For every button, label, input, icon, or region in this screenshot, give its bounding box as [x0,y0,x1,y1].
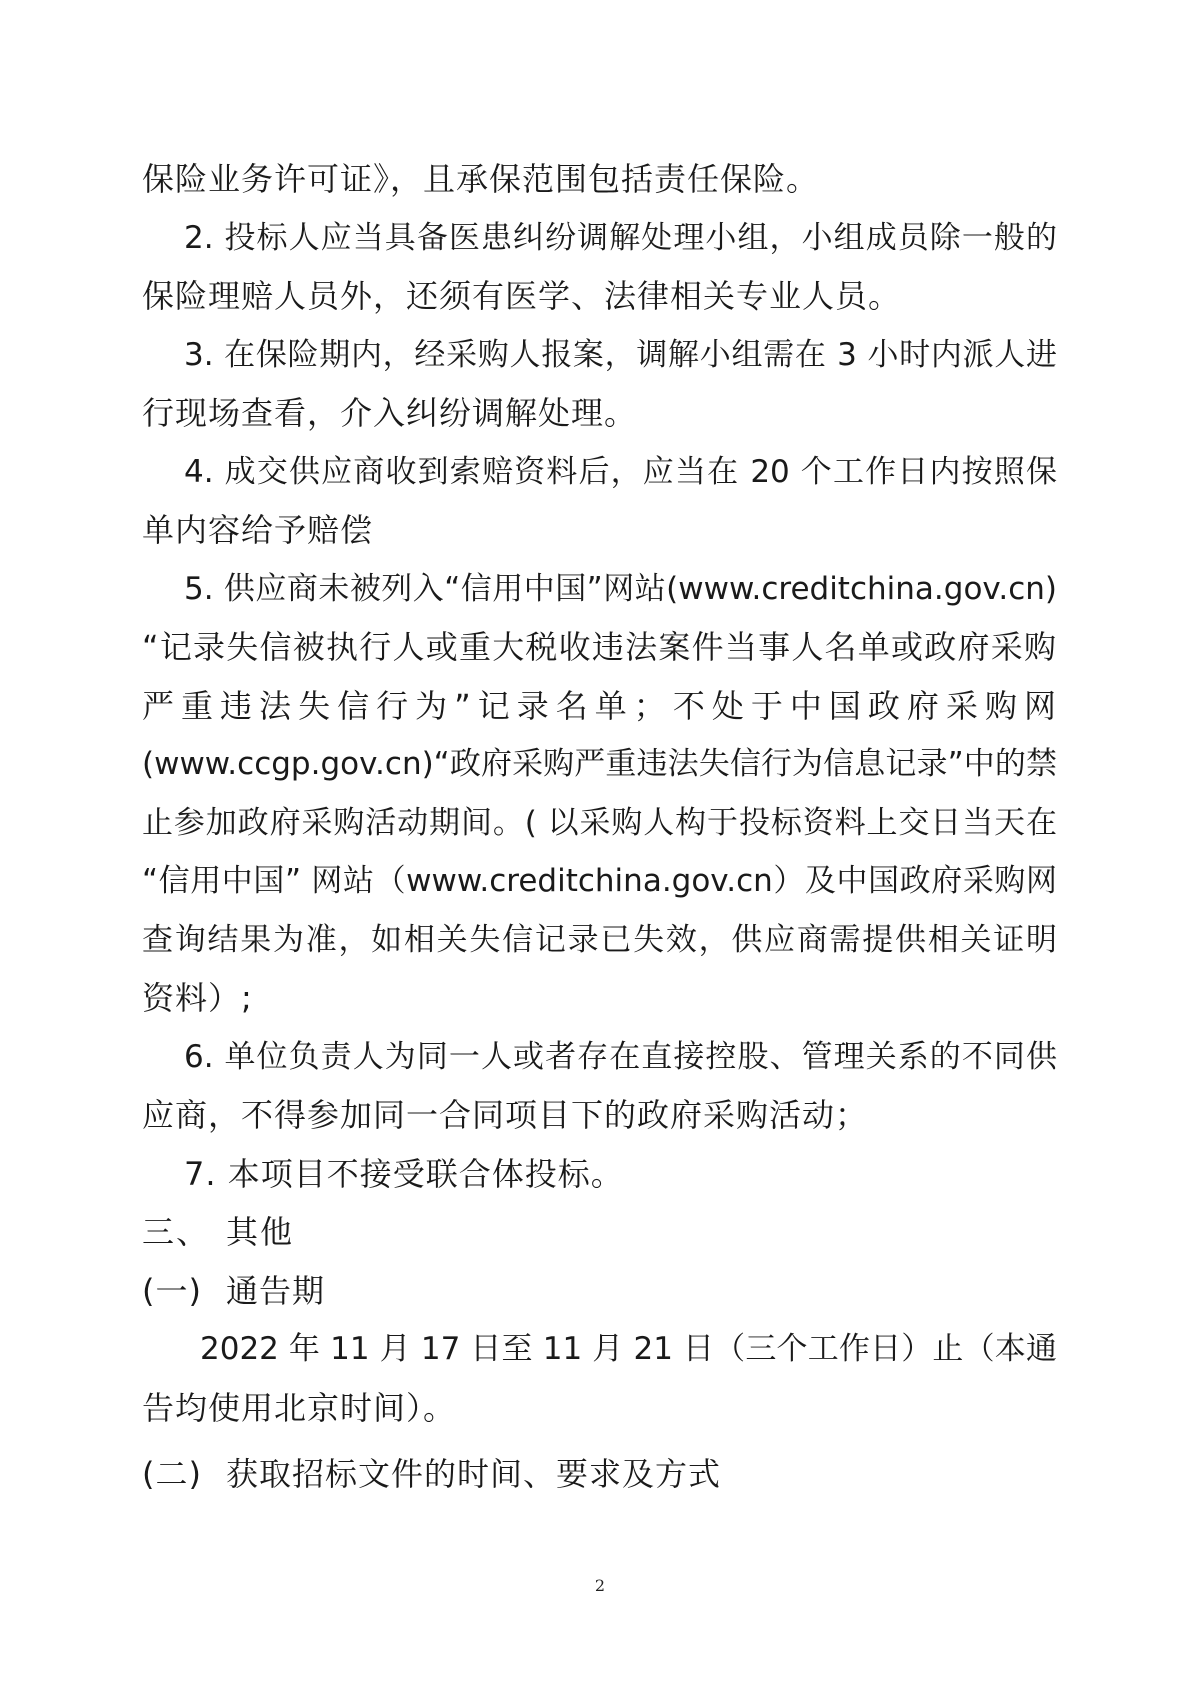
text-line: 行现场查看，介入纠纷调解处理。 [142,394,638,432]
subsection-title: 通告期 [226,1271,326,1310]
subsection-number: (一) [142,1271,202,1310]
list-item-7: 7. 本项目不接受联合体投标。 [184,1154,624,1193]
notice-period-text: 2022 年 11 月 17 日至 11 月 21 日（三个工作日）止（本通 [200,1331,1057,1367]
text-line: 止参加政府采购活动期间。( 以采购人构于投标资料上交日当天在 [142,804,1057,841]
list-item-5: 5. 供应商未被列入“信用中国”网站(www.creditchina.gov.cn) [184,570,1057,607]
document-body [142,150,1057,1504]
subsection-heading-one [142,1262,1057,1321]
list-item-6: 6. 单位负责人为同一人或者存在直接控股、管理关系的不同供 [184,1038,1057,1075]
page-number: 2 [594,1576,606,1595]
list-item-4: 4. 成交供应商收到索赔资料后，应当在 20 个工作日内按照保 [184,453,1057,490]
spacer [142,1437,1057,1445]
text-line: “记录失信被执行人或重大税收违法案件当事人名单或政府采购 [142,628,1057,666]
section-title: 其他 [226,1213,295,1251]
text-line: “信用中国” 网站（www.creditchina.gov.cn）及中国政府采购网 [142,863,1057,899]
text-line: 严重违法失信行为”记录名单；不处于中国政府采购网 [142,686,1057,725]
section-heading-three [142,1203,1057,1262]
list-item-3: 3. 在保险期内，经采购人报案，调解小组需在 3 小时内派人进 [184,336,1057,373]
text-line: (www.ccgp.gov.cn)“政府采购严重违法失信行为信息记录”中的禁 [142,746,1057,782]
subsection-number: (二) [142,1455,202,1493]
section-number: 三、 [142,1213,211,1251]
text-line: 资料）; [142,979,253,1017]
text-line: 应商，不得参加同一合同项目下的政府采购活动； [142,1096,869,1134]
text-line: 保险理赔人员外，还须有医学、法律相关专业人员。 [142,277,902,315]
subsection-title: 获取招标文件的时间、要求及方式 [226,1455,722,1493]
text-line: 查询结果为准，如相关失信记录已失效，供应商需提供相关证明 [142,921,1057,958]
notice-period-text: 告均使用北京时间）。 [142,1388,457,1427]
subsection-heading-two [142,1445,1057,1504]
list-item-2: 2. 投标人应当具备医患纠纷调解处理小组，小组成员除一般的 [184,219,1057,256]
text-line: 单内容给予赔偿 [142,511,374,549]
text-line: 保险业务许可证》，且承保范围包括责任保险。 [142,160,820,198]
